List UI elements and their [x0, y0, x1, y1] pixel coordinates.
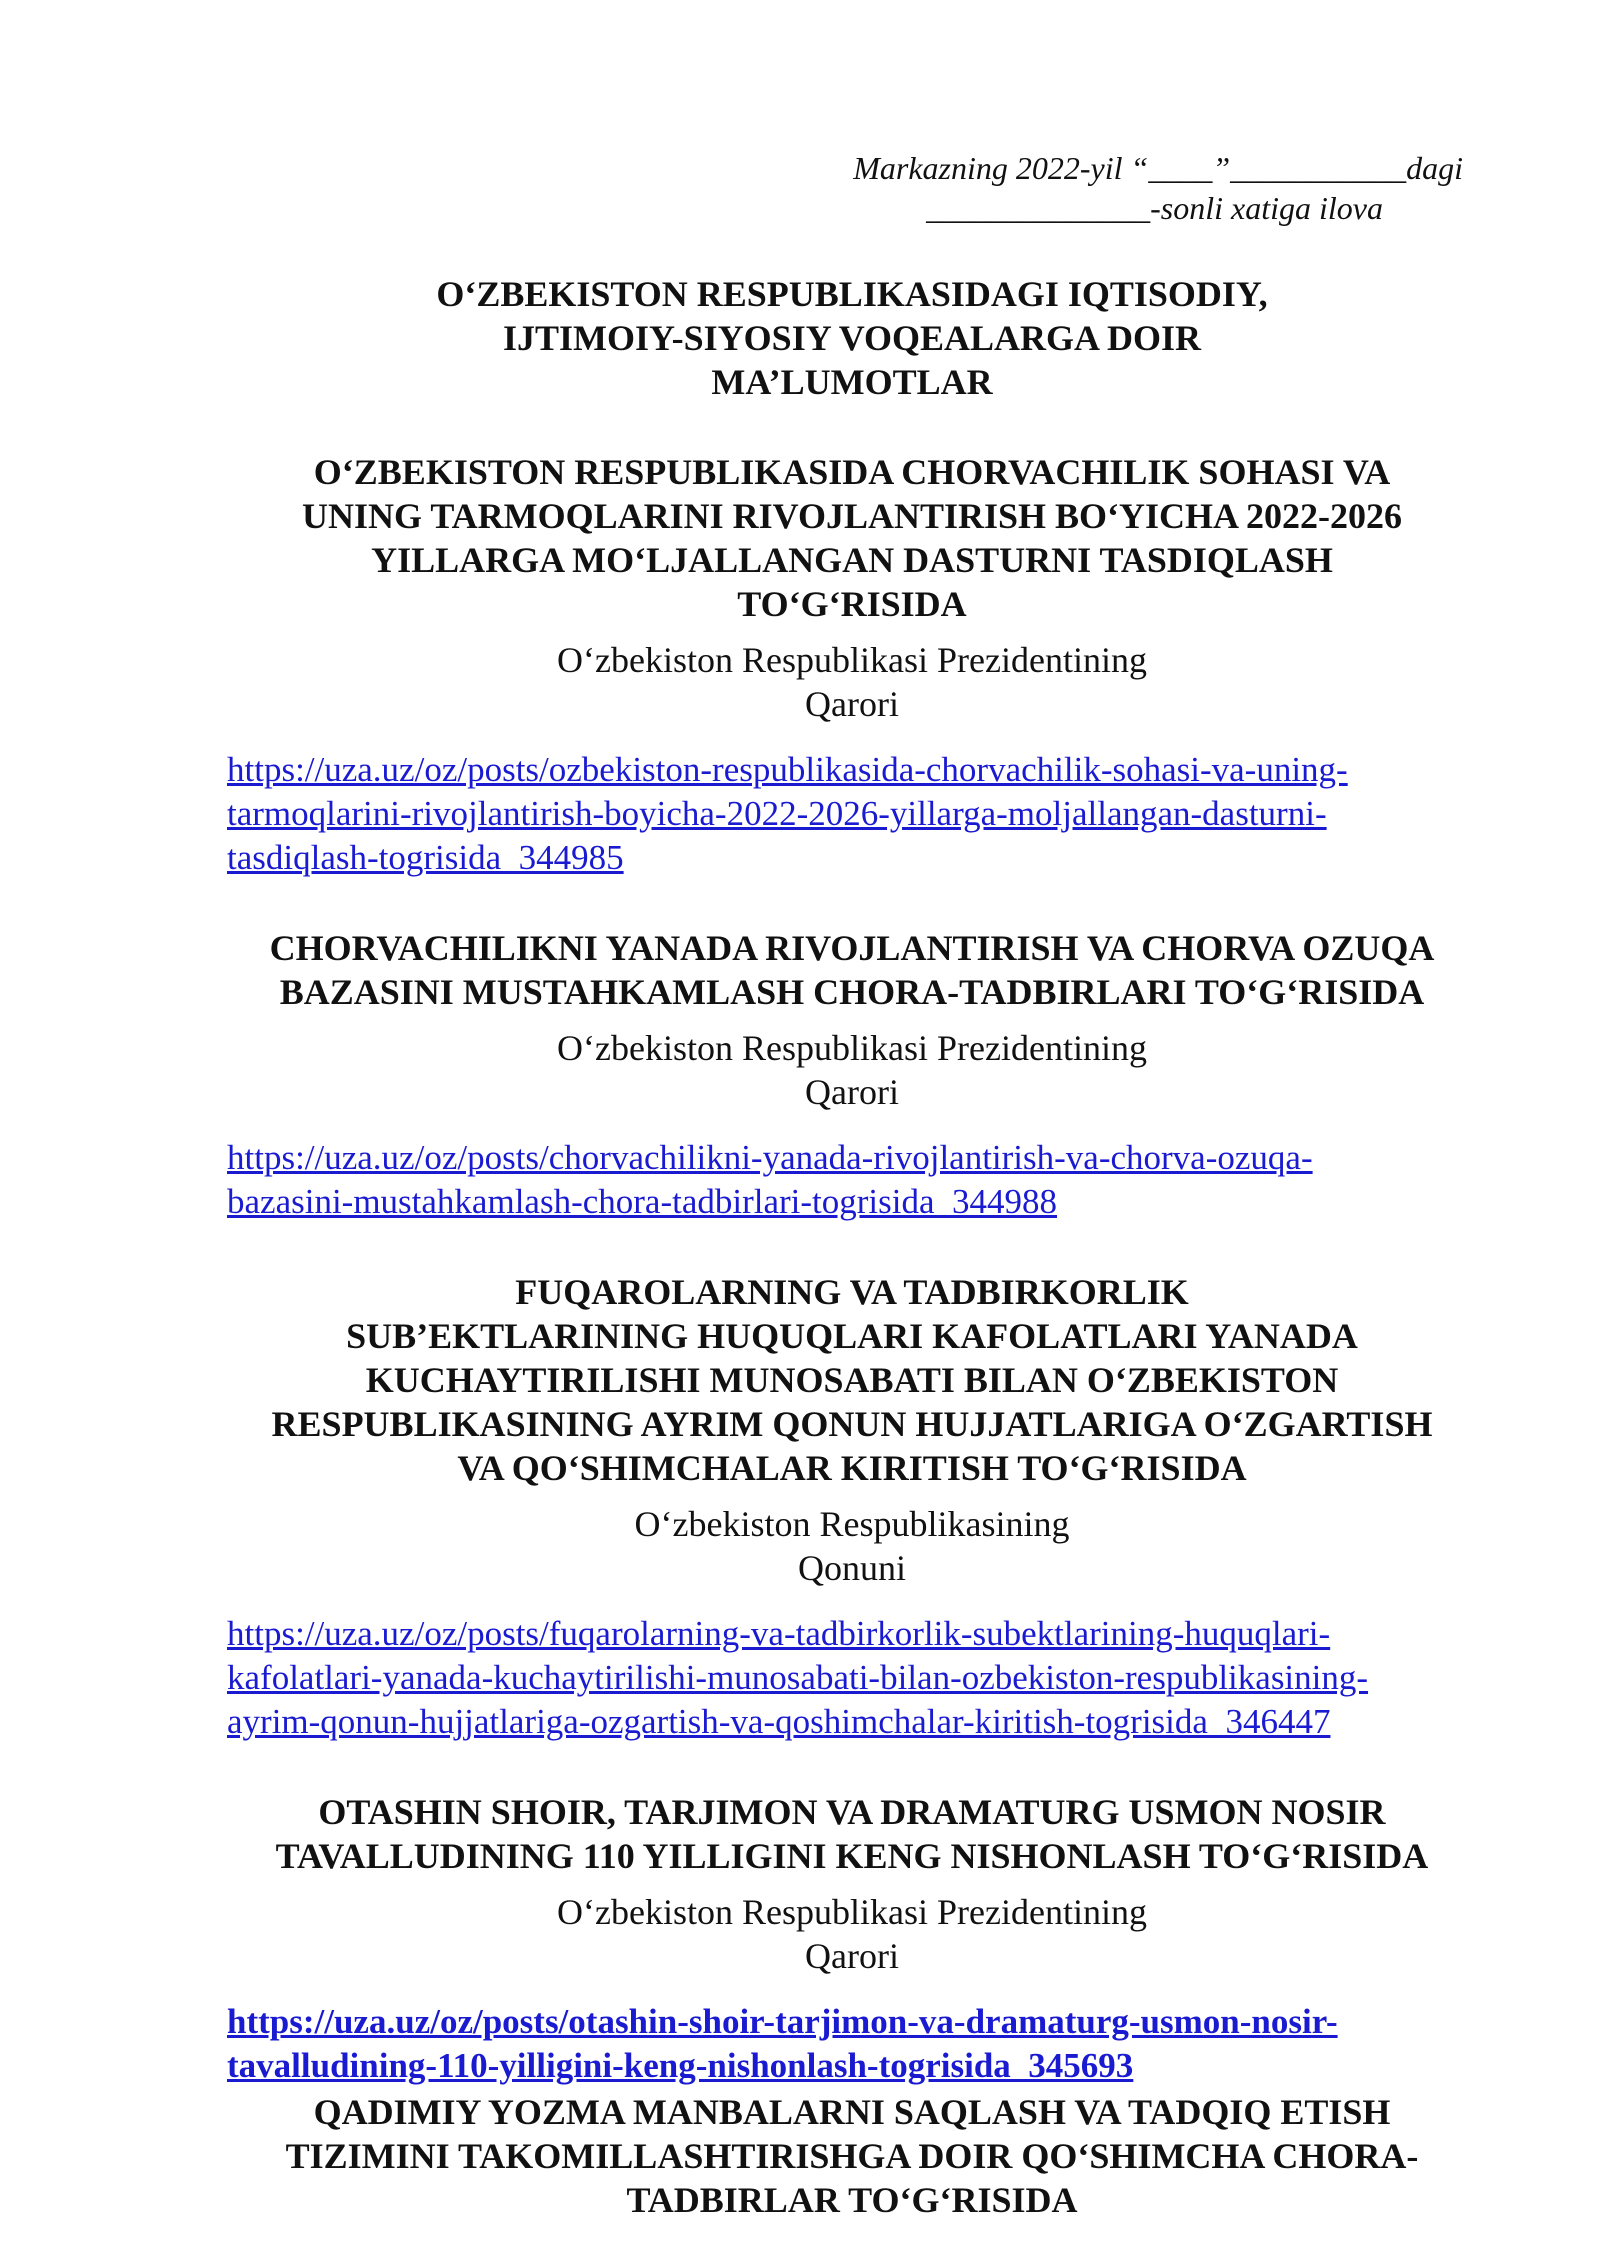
issuer-type: Qarori — [805, 684, 899, 724]
section-title — [227, 1790, 1477, 1878]
source-link[interactable] — [227, 1612, 1477, 1744]
link-line[interactable]: kafolatlari-yanada-kuchaytirilishi-munosabati-bilan-ozbekiston-respublikasining- — [227, 1658, 1369, 1697]
section-title-line: KUCHAYTIRILISHI MUNOSABATI BILAN O‘ZBEKISTON — [365, 1360, 1339, 1400]
issuer-line: O‘zbekiston Respublikasi Prezidentining — [557, 640, 1147, 680]
section-issuer — [227, 638, 1477, 726]
section-title-line: YILLARGA MO‘LJALLANGAN DASTURNI TASDIQLASH — [371, 540, 1333, 580]
link-line[interactable]: https://uza.uz/oz/posts/ozbekiston-respublikasida-chorvachilik-sohasi-va-uning- — [227, 750, 1348, 789]
section-title-line: FUQAROLARNING VA TADBIRKORLIK — [515, 1272, 1189, 1312]
section-issuer — [227, 1026, 1477, 1114]
section-title-line: OTASHIN SHOIR, TARJIMON VA DRAMATURG USMON NOSIR — [318, 1792, 1386, 1832]
section-title-line: SUB’EKTLARINING HUQUQLARI KAFOLATLARI YANADA — [346, 1316, 1358, 1356]
main-title-line: MA’LUMOTLAR — [711, 362, 993, 402]
section-title-line: BAZASINI MUSTAHKAMLASH CHORA-TADBIRLARI TO‘G‘RISIDA — [279, 972, 1425, 1012]
link-line[interactable]: https://uza.uz/oz/posts/otashin-shoir-tarjimon-va-dramaturg-usmon-nosir- — [227, 2002, 1338, 2041]
section-title — [227, 2090, 1477, 2222]
issuer-line: O‘zbekiston Respublikasining — [634, 1504, 1070, 1544]
section-title-line: QADIMIY YOZMA MANBALARNI SAQLASH VA TADQIQ ETISH — [313, 2092, 1391, 2132]
document-section — [227, 450, 1477, 880]
main-title — [227, 272, 1477, 404]
issuer-line: O‘zbekiston Respublikasi Prezidentining — [557, 1028, 1147, 1068]
main-title-line: IJTIMOIY-SIYOSIY VOQEALARGA DOIR — [502, 318, 1202, 358]
section-title-line: TIZIMINI TAKOMILLASHTIRISHGA DOIR QO‘SHIMCHA CHORA- — [285, 2136, 1419, 2176]
header-line-1: Markazning 2022-yil “____”___________dagi — [853, 150, 1463, 186]
link-line[interactable]: tarmoqlarini-rivojlantirish-boyicha-2022-2026-yillarga-moljallangan-dasturni- — [227, 794, 1327, 833]
source-link[interactable] — [227, 748, 1477, 880]
link-line[interactable]: https://uza.uz/oz/posts/chorvachilikni-yanada-rivojlantirish-va-chorva-ozuqa- — [227, 1138, 1313, 1177]
section-title-line: UNING TARMOQLARINI RIVOJLANTIRISH BO‘YICHA 2022-2026 — [301, 496, 1403, 536]
section-title-line: RESPUBLIKASINING AYRIM QONUN HUJJATLARIGA O‘ZGARTISH — [271, 1404, 1433, 1444]
link-line[interactable]: tasdiqlash-togrisida_344985 — [227, 838, 624, 877]
link-line[interactable]: tavalludining-110-yilligini-keng-nishonlash-togrisida_345693 — [227, 2046, 1134, 2085]
issuer-type: Qarori — [805, 1072, 899, 1112]
section-title-line: VA QO‘SHIMCHALAR KIRITISH TO‘G‘RISIDA — [457, 1448, 1247, 1488]
section-title-line: TAVALLUDINING 110 YILLIGINI KENG NISHONLASH TO‘G‘RISIDA — [275, 1836, 1429, 1876]
link-line[interactable]: ayrim-qonun-hujjatlariga-ozgartish-va-qoshimchalar-kiritish-togrisida_346447 — [227, 1702, 1331, 1741]
section-title — [227, 450, 1477, 626]
section-title — [227, 926, 1477, 1014]
header-line-2: ______________-sonli xatiga ilova — [926, 190, 1383, 226]
source-link[interactable] — [227, 1136, 1477, 1224]
section-issuer — [227, 1890, 1477, 1978]
section-title-line: O‘ZBEKISTON RESPUBLIKASIDA CHORVACHILIK SOHASI VA — [313, 452, 1391, 492]
document-section — [227, 926, 1477, 1224]
section-title-line: TADBIRLAR TO‘G‘RISIDA — [626, 2180, 1078, 2220]
main-title-line: O‘ZBEKISTON RESPUBLIKASIDAGI IQTISODIY, — [436, 274, 1268, 314]
document-content — [227, 272, 1477, 2222]
section-title-line: TO‘G‘RISIDA — [737, 584, 967, 624]
issuer-type: Qarori — [805, 1936, 899, 1976]
section-issuer — [227, 1502, 1477, 1590]
attachment-header — [763, 148, 1463, 228]
document-section — [227, 2090, 1477, 2222]
link-line[interactable]: https://uza.uz/oz/posts/fuqarolarning-va-tadbirkorlik-subektlarining-huquqlari- — [227, 1614, 1331, 1653]
section-title-line: CHORVACHILIKNI YANADA RIVOJLANTIRISH VA CHORVA OZUQA — [269, 928, 1435, 968]
section-title — [227, 1270, 1477, 1490]
issuer-line: O‘zbekiston Respublikasi Prezidentining — [557, 1892, 1147, 1932]
link-line[interactable]: bazasini-mustahkamlash-chora-tadbirlari-togrisida_344988 — [227, 1182, 1058, 1221]
document-section — [227, 1790, 1477, 2088]
issuer-type: Qonuni — [798, 1548, 906, 1588]
source-link[interactable] — [227, 2000, 1477, 2088]
document-section — [227, 1270, 1477, 1744]
